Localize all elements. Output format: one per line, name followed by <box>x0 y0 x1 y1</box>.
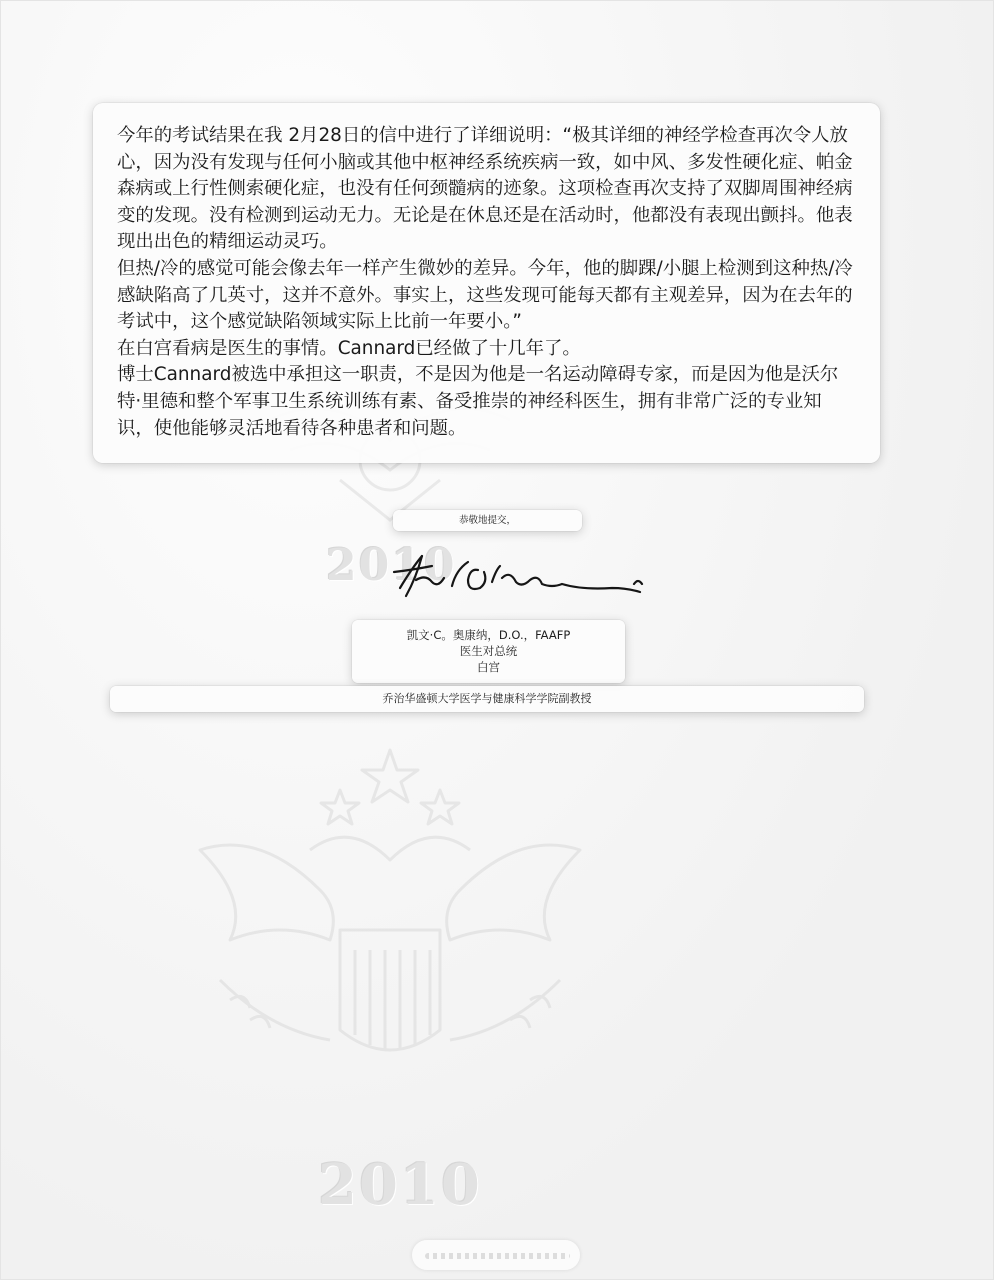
letter-paragraph: 今年的考试结果在我 2月28日的信中进行了详细说明：“极其详细的神经学检查再次令人放心，因为没有发现与任何小脑或其他中枢神经系统疾病一致，如中风、多发性硬化症、帕金森病或上行性侧索硬化症，也没有任何颈髓病的迹象。这项检查再次支持了双脚周围神经病变的发现。没有检测到运动无力。无论是在休息还是在活动时，他都没有表现出颤抖。他表现出出色的精细运动灵巧。 <box>117 125 853 253</box>
signer-office: 白宫 <box>477 660 500 674</box>
handwritten-signature <box>392 548 652 608</box>
signer-name: 凯文·C。奥康纳，D.O.，FAAFP <box>406 628 571 642</box>
letter-paragraph: 但热/冷的感觉可能会像去年一样产生微妙的差异。今年，他的脚踝/小腿上检测到这种热/冷感缺陷高了几英寸，这并不意外。事实上，这些发现可能每天都有主观差异，因为在去年的考试中，这个感觉缺陷领域实际上比前一年要小。” <box>117 257 853 333</box>
letter-body-card <box>93 103 880 463</box>
seal-year-bottom: 2010 <box>318 1152 482 1218</box>
professorship-card <box>110 686 864 712</box>
embossed-eagle-seal <box>190 740 590 1140</box>
closing-card <box>393 510 582 531</box>
professorship-text: 乔治华盛顿大学医学与健康科学学院副教授 <box>382 692 592 705</box>
letter-paragraph: 在白宫看病是医生的事情。Cannard已经做了十几年了。 <box>117 337 581 359</box>
letter-paragraph: 博士Cannard被选中承担这一职责，不是因为他是一名运动障碍专家，而是因为他是沃尔特·里德和整个军事卫生系统训练有素、备受推崇的神经科医生，拥有非常广泛的专业知识，使他能够灵活地看待各种患者和问题。 <box>117 364 839 439</box>
signer-card <box>352 620 625 683</box>
closing-text: 恭敬地提交， <box>458 515 516 526</box>
seal-year-top: 2010 <box>326 540 457 591</box>
signer-title: 医生对总统 <box>459 644 518 658</box>
scroll-dots-icon <box>425 1253 570 1259</box>
